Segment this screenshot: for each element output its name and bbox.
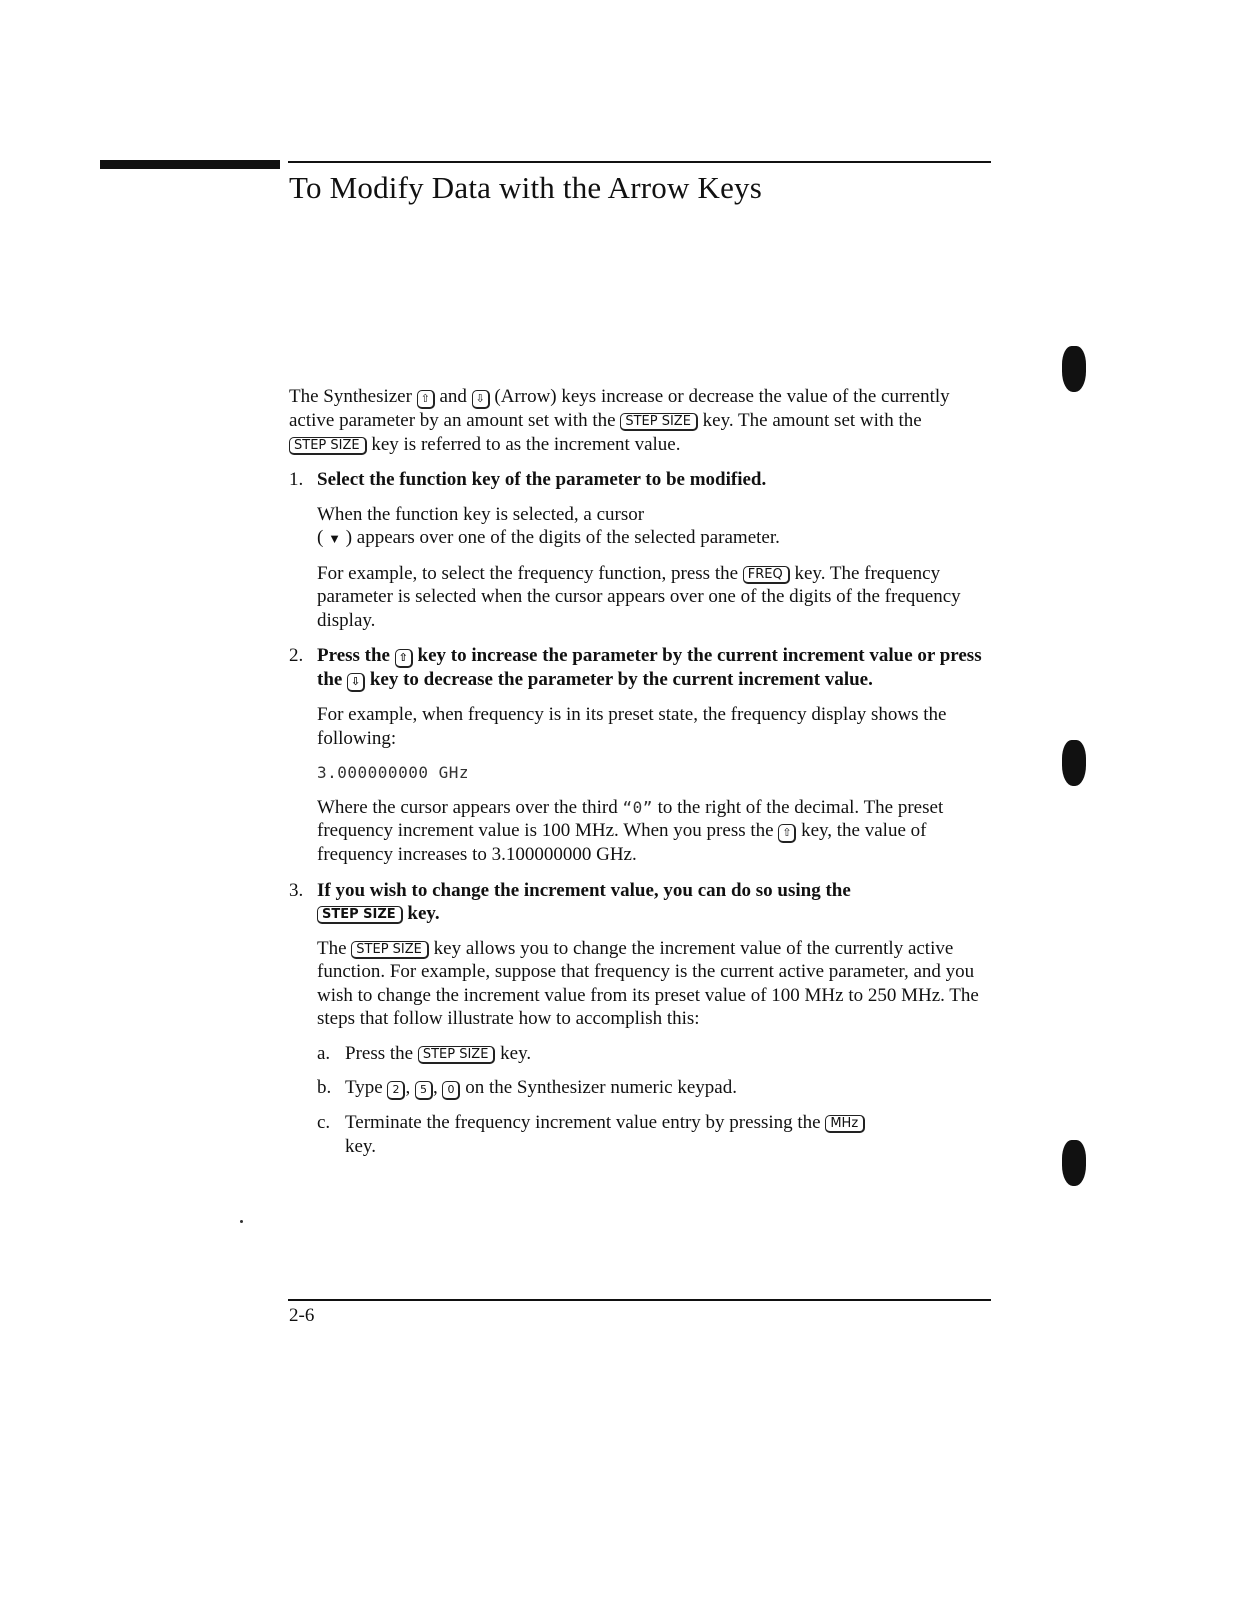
step-size-key-icon: STEP SIZE: [351, 941, 429, 959]
step-2: [289, 644, 999, 867]
page-title: To Modify Data with the Arrow Keys: [289, 170, 762, 205]
up-arrow-key-icon: ⇧: [395, 649, 413, 668]
footer-rule: [288, 1299, 991, 1301]
header-tab-bar: [100, 160, 280, 169]
digit-0-key-icon: 0: [442, 1081, 460, 1100]
step-number: 1.: [289, 469, 304, 490]
substep-letter: a.: [317, 1042, 331, 1064]
step-1: [289, 468, 999, 632]
step-paragraph: When the function key is selected, a cursor ( ▼ ) appears over one of the digits of the selected parameter.: [317, 503, 780, 548]
up-arrow-key-icon: ⇧: [417, 390, 435, 409]
up-arrow-key-icon: ⇧: [778, 824, 796, 843]
substep-letter: c.: [317, 1112, 331, 1133]
step-paragraph: For example, when frequency is in its preset state, the frequency display shows the following:: [317, 704, 947, 749]
step-number: 2.: [289, 645, 304, 666]
intro-paragraph: The Synthesizer ⇧ and ⇩ (Arrow) keys increase or decrease the value of the currently active parameter by an amount set with the STEP SIZE key. The amount set with the STEP SIZE key is referred to as the increment value.: [289, 386, 950, 455]
page-content: [289, 385, 999, 1170]
header-rule: [288, 161, 991, 163]
step-paragraph: The STEP SIZE key allows you to change the increment value of the currently active function. For example, suppose that frequency is the current active parameter, and you wish to change the increment value from its preset value of 100 MHz to 250 MHz. The steps that follow illustrate how to accomplish this:: [317, 937, 979, 1029]
mhz-key-icon: MHz: [825, 1115, 865, 1133]
step-heading: Select the function key of the parameter to be modified.: [317, 469, 767, 490]
step-paragraph: For example, to select the frequency function, press the FREQ key. The frequency parameter is selected when the cursor appears over one of the digits of the frequency display.: [317, 562, 961, 631]
down-arrow-key-icon: ⇩: [472, 390, 490, 409]
step-size-key-icon: STEP SIZE: [418, 1046, 496, 1064]
scan-speck: [240, 1220, 243, 1223]
down-arrow-key-icon: ⇩: [347, 673, 365, 692]
step-number: 3.: [289, 879, 304, 901]
substep-b: b. Type 2 , 5 , 0 on the Synthesizer numeric keypad.: [317, 1077, 737, 1098]
digit-2-key-icon: 2: [387, 1081, 405, 1100]
binding-hole-mark: [1062, 1140, 1086, 1186]
step-3: [289, 879, 999, 1159]
step-size-key-icon: STEP SIZE: [289, 437, 367, 455]
step-size-key-icon: STEP SIZE: [620, 413, 698, 431]
substep-letter: b.: [317, 1077, 332, 1098]
digit-5-key-icon: 5: [415, 1081, 433, 1100]
step-size-key-icon: STEP SIZE: [317, 906, 403, 924]
cursor-icon: ▼: [328, 531, 341, 546]
freq-key-icon: FREQ: [743, 566, 790, 584]
binding-hole-mark: [1062, 346, 1086, 392]
step-heading: Press the ⇧ key to increase the parameter by the current increment value or press the ⇩ key to decrease the parameter by the current increment value.: [317, 645, 982, 690]
frequency-display-readout: 3.000000000 GHz: [317, 763, 469, 782]
binding-hole-mark: [1062, 740, 1086, 786]
substep-a: a. Press the STEP SIZE key.: [317, 1042, 532, 1064]
page-number: 2-6: [289, 1305, 315, 1326]
step-heading: If you wish to change the increment value, you can do so using the STEP SIZE key.: [317, 879, 851, 924]
substep-c: c. Terminate the frequency increment value entry by pressing the MHz key.: [317, 1111, 999, 1158]
step-paragraph: Where the cursor appears over the third “0” to the right of the decimal. The preset frequency increment value is 100 MHz. When you press the ⇧ key, the value of frequency increases to 3.100000000 GHz.: [317, 796, 944, 865]
